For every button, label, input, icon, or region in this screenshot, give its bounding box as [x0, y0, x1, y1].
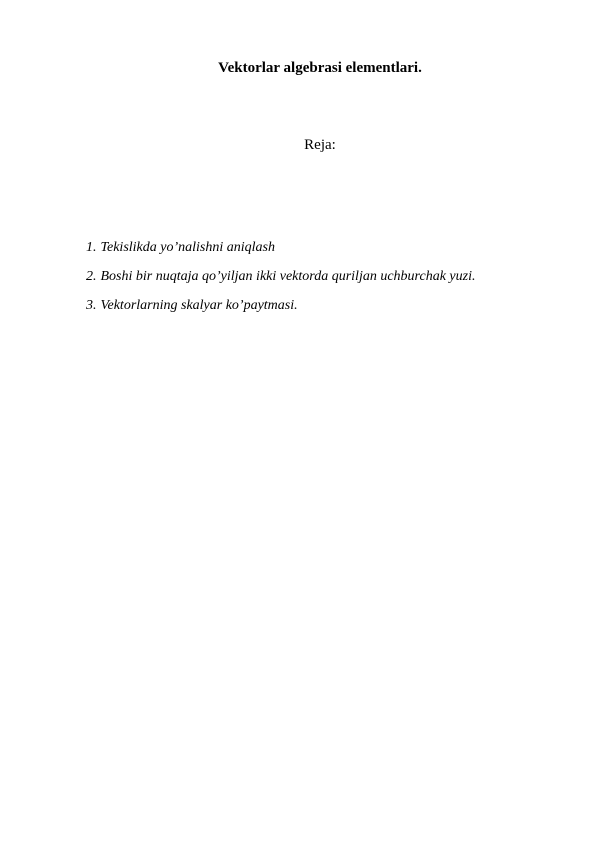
plan-item-text: Vektorlarning skalyar ko’paytmasi.: [100, 298, 298, 313]
plan-item: [86, 238, 566, 258]
plan-item-text: Boshi bir nuqtaja qo’yiljan ikki vektorda quriljan uchburchak yuzi.: [100, 269, 476, 284]
plan-item-text: Tekislikda yo’nalishni aniqlash: [100, 240, 275, 255]
plan-item-number: 1.: [86, 240, 97, 255]
plan-item-number: 2.: [86, 269, 97, 284]
plan-item-number: 3.: [86, 298, 97, 313]
plan-item: [86, 267, 566, 287]
plan-heading: Reja:: [304, 137, 336, 153]
plan-list: [86, 238, 566, 325]
document-title: Vektorlar algebrasi elementlari.: [218, 60, 422, 76]
plan-item: [86, 296, 566, 316]
